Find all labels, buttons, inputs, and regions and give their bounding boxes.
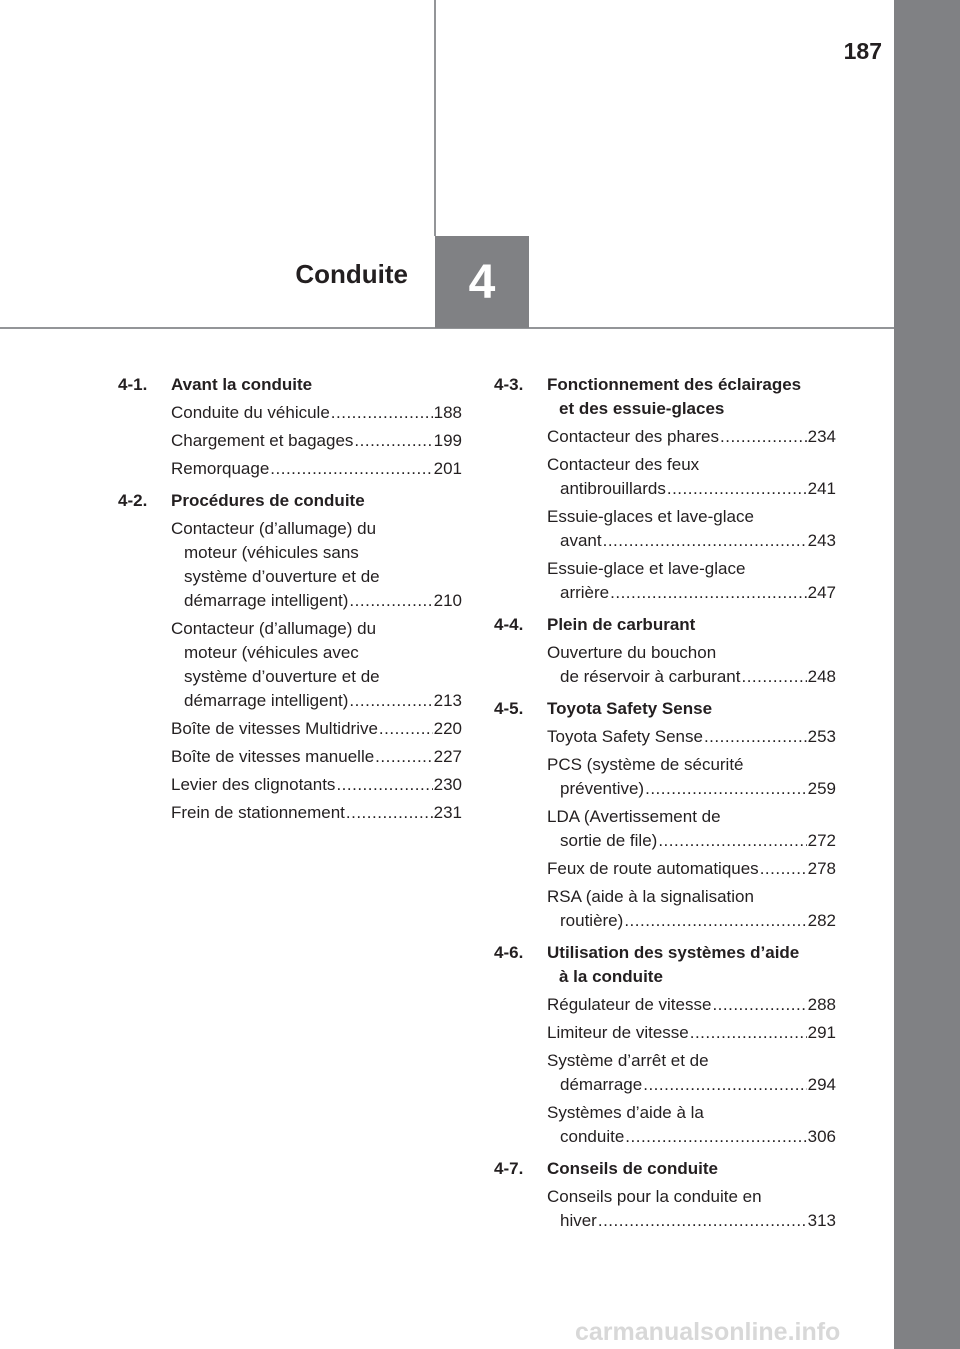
dot-leader xyxy=(667,477,807,501)
dot-leader xyxy=(760,857,807,881)
section-heading xyxy=(118,489,462,513)
dot-leader xyxy=(712,993,806,1017)
toc-entry-text: routière) xyxy=(560,911,624,930)
toc-entry[interactable] xyxy=(547,993,836,1017)
toc-entry-text: Limiteur de vitesse xyxy=(547,1023,689,1042)
toc-entry[interactable] xyxy=(171,457,462,481)
toc-entry-line xyxy=(547,1125,836,1149)
toc-page-number: 272 xyxy=(807,831,836,850)
section-number: 4-6. xyxy=(494,943,524,962)
toc-entry-text: Contacteur (d’allumage) du xyxy=(171,519,377,538)
toc-entry-text: Régulateur de vitesse xyxy=(547,995,712,1014)
toc-entry[interactable] xyxy=(547,641,836,689)
toc-entry-text: Levier des clignotants xyxy=(171,775,336,794)
toc-entry[interactable] xyxy=(547,1049,836,1097)
dot-leader xyxy=(610,581,807,605)
section-title-line: Utilisation des systèmes d’aide xyxy=(547,943,800,962)
toc-entry-line xyxy=(547,641,836,665)
section-title-line: Fonctionnement des éclairages xyxy=(547,375,802,394)
toc-page-number: 227 xyxy=(433,747,462,766)
toc-page-number: 278 xyxy=(807,859,836,878)
toc-entry-line xyxy=(547,665,836,689)
toc-entry-line xyxy=(547,505,836,529)
toc-entry-text: Essuie-glaces et lave-glace xyxy=(547,507,754,526)
dot-leader xyxy=(720,425,807,449)
toc-entry-line xyxy=(547,829,836,853)
toc-entry-line xyxy=(547,1209,836,1233)
section-title-line: Plein de carburant xyxy=(547,615,696,634)
toc-entry-line xyxy=(171,457,462,481)
section-title xyxy=(171,489,462,513)
toc-entry-text: Ouverture du bouchon xyxy=(547,643,717,662)
dot-leader xyxy=(354,429,432,453)
toc-page-number: 201 xyxy=(433,459,462,478)
section-number: 4-5. xyxy=(494,699,524,718)
dot-leader xyxy=(625,1125,806,1149)
toc-entry[interactable] xyxy=(171,517,462,613)
dot-leader xyxy=(690,1021,807,1045)
toc-entry-line xyxy=(171,773,462,797)
toc-entry-text: Contacteur (d’allumage) du xyxy=(171,619,377,638)
toc-entry-text: Chargement et bagages xyxy=(171,431,354,450)
dot-leader xyxy=(379,717,433,741)
toc-page-number: 230 xyxy=(433,775,462,794)
toc-entry-line xyxy=(171,801,462,825)
toc-page-number: 247 xyxy=(807,583,836,602)
toc-entry-line xyxy=(547,909,836,933)
toc-entry-text: Toyota Safety Sense xyxy=(547,727,703,746)
section-number: 4-7. xyxy=(494,1159,524,1178)
toc-page-number: 294 xyxy=(807,1075,836,1094)
section-title xyxy=(547,373,836,421)
toc-entry-line xyxy=(547,1101,836,1125)
toc-entry[interactable] xyxy=(171,429,462,453)
toc-entry-text: Contacteur des phares xyxy=(547,427,719,446)
toc-page-number: 241 xyxy=(807,479,836,498)
chapter-number: 4 xyxy=(468,255,496,309)
page-number: 187 xyxy=(843,38,882,64)
toc-page-number: 282 xyxy=(807,911,836,930)
toc-entry-line xyxy=(547,885,836,909)
toc-entry-text: Contacteur des feux xyxy=(547,455,700,474)
toc-entry-text: démarrage intelligent) xyxy=(184,691,349,710)
section-heading xyxy=(494,1157,836,1181)
toc-entry-text: système d’ouverture et de xyxy=(184,667,380,686)
section-title-line: et des essuie-glaces xyxy=(559,399,725,418)
toc-entry-text: arrière xyxy=(560,583,610,602)
dot-leader xyxy=(624,909,806,933)
chapter-title: Conduite xyxy=(295,259,408,289)
toc-entry-line xyxy=(171,401,462,425)
toc-entry[interactable] xyxy=(547,725,836,749)
section-number: 4-1. xyxy=(118,375,148,394)
toc-entry[interactable] xyxy=(171,401,462,425)
toc-entry-line xyxy=(171,717,462,741)
dot-leader xyxy=(331,401,433,425)
toc-entry-text: PCS (système de sécurité xyxy=(547,755,744,774)
toc-entry-text: sortie de file) xyxy=(560,831,658,850)
toc-entry[interactable] xyxy=(171,717,462,741)
toc-page-number: 234 xyxy=(807,427,836,446)
toc-entry-line xyxy=(547,1185,836,1209)
toc-entry-text: Boîte de vitesses manuelle xyxy=(171,747,375,766)
toc-entry-line xyxy=(547,453,836,477)
toc-entry-line xyxy=(547,857,836,881)
dot-leader xyxy=(741,665,806,689)
toc-entry[interactable] xyxy=(547,857,836,881)
dot-leader xyxy=(603,529,807,553)
toc-entry[interactable] xyxy=(547,505,836,553)
toc-entry-line xyxy=(547,993,836,1017)
toc-entry-text: démarrage intelligent) xyxy=(184,591,349,610)
toc-entry[interactable] xyxy=(171,773,462,797)
toc-entry[interactable] xyxy=(171,801,462,825)
dot-leader xyxy=(336,773,432,797)
section-title-line: Toyota Safety Sense xyxy=(547,699,713,718)
side-tab xyxy=(894,0,960,1349)
toc-page-number: 291 xyxy=(807,1023,836,1042)
section-heading xyxy=(494,373,836,421)
toc-entry-line xyxy=(171,689,462,713)
toc-page-number: 306 xyxy=(807,1127,836,1146)
watermark: carmanualsonline.info xyxy=(575,1318,841,1346)
dot-leader xyxy=(270,457,432,481)
toc-entry-line xyxy=(171,517,462,541)
toc-entry-line xyxy=(171,745,462,769)
toc-page-number: 188 xyxy=(433,403,462,422)
toc-entry-text: système d’ouverture et de xyxy=(184,567,380,586)
section-title xyxy=(171,373,462,397)
section-heading xyxy=(494,613,836,637)
toc-entry[interactable] xyxy=(547,753,836,801)
toc-page-number: 213 xyxy=(433,691,462,710)
toc-entry[interactable] xyxy=(171,745,462,769)
toc-entry[interactable] xyxy=(547,453,836,501)
toc-page-number: 253 xyxy=(807,727,836,746)
toc-page-number: 259 xyxy=(807,779,836,798)
toc-entry[interactable] xyxy=(171,617,462,713)
toc-page-number: 220 xyxy=(433,719,462,738)
section-title xyxy=(547,941,836,989)
dot-leader xyxy=(598,1209,807,1233)
toc-entry-text: LDA (Avertissement de xyxy=(547,807,721,826)
toc-left-column xyxy=(118,373,462,825)
toc-entry-text: Essuie-glace et lave-glace xyxy=(547,559,746,578)
section-heading xyxy=(494,697,836,721)
section-title xyxy=(547,1157,836,1181)
toc-page-number: 231 xyxy=(433,803,462,822)
dot-leader xyxy=(643,1073,806,1097)
toc-entry-text: Système d’arrêt et de xyxy=(547,1051,709,1070)
dot-leader xyxy=(658,829,806,853)
toc-entry-text: Frein de stationnement xyxy=(171,803,345,822)
toc-entry[interactable] xyxy=(547,1101,836,1149)
toc-entry-text: hiver xyxy=(560,1211,597,1230)
toc-entry-line xyxy=(171,617,462,641)
dot-leader xyxy=(349,689,432,713)
toc-entry-text: conduite xyxy=(560,1127,625,1146)
chapter-number-box xyxy=(435,236,529,328)
toc-entry-text: Feux de route automatiques xyxy=(547,859,759,878)
dot-leader xyxy=(645,777,807,801)
toc-entry-line xyxy=(171,641,462,665)
toc-entry-line xyxy=(547,581,836,605)
toc-entry-text: moteur (véhicules sans xyxy=(184,543,359,562)
toc-entry[interactable] xyxy=(547,1021,836,1045)
toc-entry-line xyxy=(547,725,836,749)
toc-entry[interactable] xyxy=(547,885,836,933)
toc-entry-line xyxy=(547,529,836,553)
toc-entry-line xyxy=(547,1049,836,1073)
toc-entry-text: de réservoir à carburant xyxy=(560,667,741,686)
section-number: 4-4. xyxy=(494,615,524,634)
toc-entry-text: avant xyxy=(560,531,602,550)
toc-entry-text: moteur (véhicules avec xyxy=(184,643,359,662)
toc-entry-line xyxy=(171,541,462,565)
section-title-line: Procédures de conduite xyxy=(171,491,365,510)
section-heading xyxy=(118,373,462,397)
toc-entry[interactable] xyxy=(547,805,836,853)
section-title-line: Conseils de conduite xyxy=(547,1159,718,1178)
toc-entry[interactable] xyxy=(547,557,836,605)
dot-leader xyxy=(349,589,432,613)
toc-entry-text: RSA (aide à la signalisation xyxy=(547,887,754,906)
toc-entry[interactable] xyxy=(547,425,836,449)
toc-entry-line xyxy=(547,777,836,801)
dot-leader xyxy=(346,801,433,825)
toc-page-number: 243 xyxy=(807,531,836,550)
toc-entry-line xyxy=(547,1073,836,1097)
section-title xyxy=(547,613,836,637)
toc-entry-text: Systèmes d’aide à la xyxy=(547,1103,704,1122)
toc-entry-line xyxy=(547,753,836,777)
toc-entry-line xyxy=(171,665,462,689)
toc-entry-text: préventive) xyxy=(560,779,645,798)
toc-entry-line xyxy=(547,477,836,501)
toc-right-column xyxy=(494,373,836,1233)
toc-entry-text: Boîte de vitesses Multidrive xyxy=(171,719,378,738)
toc-entry-line xyxy=(171,589,462,613)
toc-entry-text: antibrouillards xyxy=(560,479,666,498)
toc-entry-line xyxy=(171,429,462,453)
toc-entry-line xyxy=(547,557,836,581)
toc-entry-line xyxy=(547,805,836,829)
section-title xyxy=(547,697,836,721)
toc-page-number: 248 xyxy=(807,667,836,686)
section-title-line: Avant la conduite xyxy=(171,375,313,394)
toc-page-number: 288 xyxy=(807,995,836,1014)
toc-entry[interactable] xyxy=(547,1185,836,1233)
toc-entry-line xyxy=(171,565,462,589)
dot-leader xyxy=(704,725,807,749)
toc-entry-line xyxy=(547,425,836,449)
toc-page-number: 313 xyxy=(807,1211,836,1230)
section-number: 4-2. xyxy=(118,491,148,510)
toc-entry-line xyxy=(547,1021,836,1045)
divider-vertical xyxy=(434,0,436,236)
toc-page-number: 210 xyxy=(433,591,462,610)
toc-entry-text: démarrage xyxy=(560,1075,643,1094)
toc-entry-text: Remorquage xyxy=(171,459,270,478)
section-heading xyxy=(494,941,836,989)
section-number: 4-3. xyxy=(494,375,524,394)
toc-page-number: 199 xyxy=(433,431,462,450)
toc-entry-text: Conduite du véhicule xyxy=(171,403,330,422)
dot-leader xyxy=(375,745,432,769)
toc-entry-text: Conseils pour la conduite en xyxy=(547,1187,762,1206)
section-title-line: à la conduite xyxy=(559,967,663,986)
